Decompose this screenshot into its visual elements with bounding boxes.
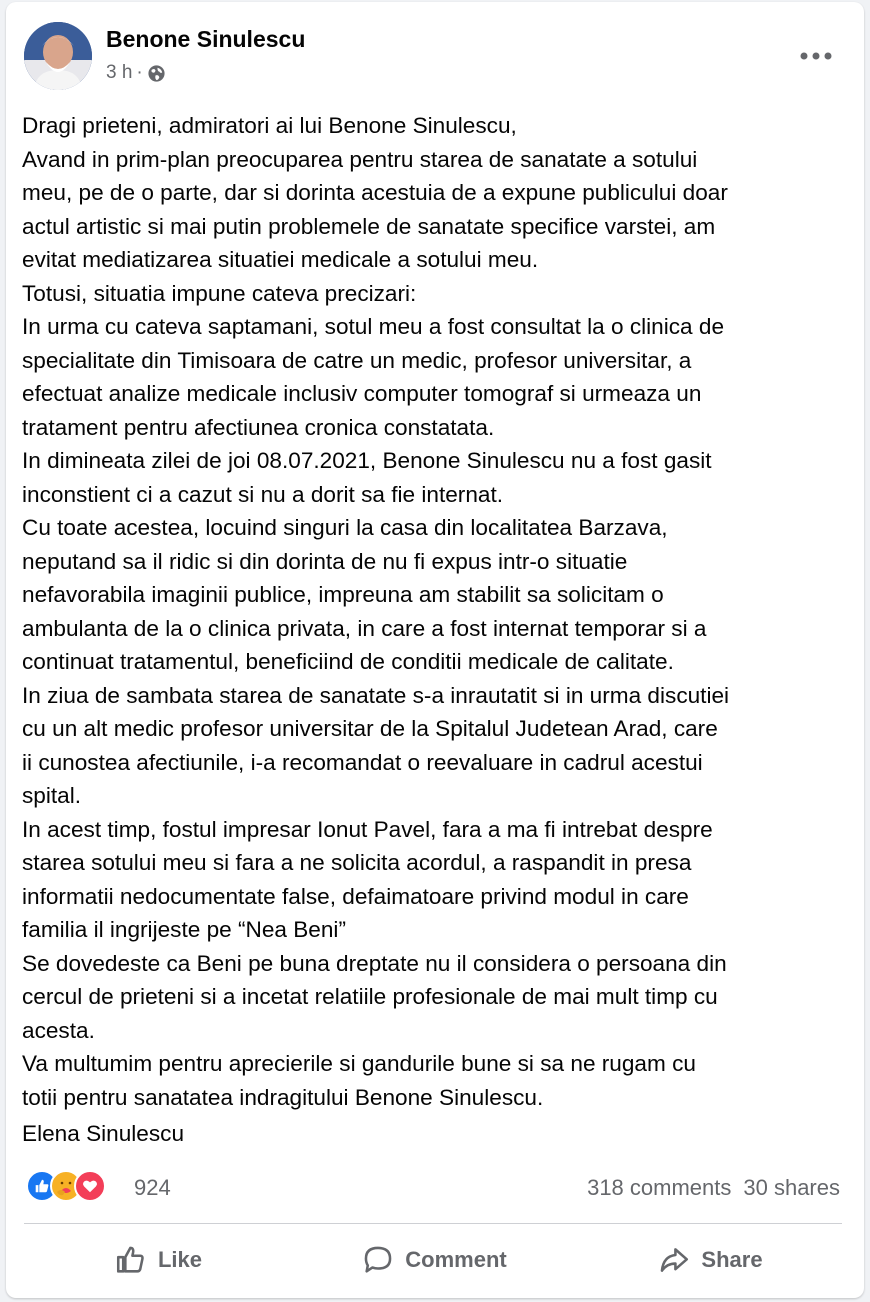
post-text-line: In ziua de sambata starea de sanatate s-a inrautatit si in urma discutiei: [22, 682, 730, 708]
post-text-line: evitat mediatizarea situatiei medicale a sotului meu.: [22, 247, 539, 272]
reaction-icons[interactable]: [26, 1170, 98, 1202]
post-text-line: ambulanta de la o clinica privata, in care a fost internat temporar si a: [22, 615, 707, 641]
like-button[interactable]: [20, 1232, 296, 1288]
post-text-line: In dimineata zilei de joi 08.07.2021, Benone Sinulescu nu a fost gasit: [22, 448, 712, 473]
post-text-line: meu, pe de o parte, dar si dorinta acestuia de a expune publicului doar: [22, 180, 728, 205]
reaction-count[interactable]: 924: [134, 1175, 171, 1200]
comment-icon: [361, 1243, 395, 1277]
post-text-line: continuat tratamentul, beneficiind de conditii medicale de calitate.: [22, 649, 674, 674]
post-text-line: efectuat analize medicale inclusiv computer tomograf si urmeaza un: [22, 381, 702, 406]
like-label: Like: [157, 1247, 203, 1272]
post-actions: [20, 1232, 848, 1288]
post-text-line: Cu toate acestea, locuind singuri la casa din localitatea Barzava,: [22, 515, 668, 540]
post-text-line: specialitate din Timisoara de catre un medic, profesor universitar, a: [22, 347, 692, 373]
post-text-line: Avand in prim-plan preocuparea pentru starea de sanatate a sotului: [22, 146, 698, 172]
post-text-line: Totusi, situatia impune cateva precizari:: [22, 280, 417, 306]
share-arrow-icon: [657, 1243, 691, 1277]
post-text-line: spital.: [22, 783, 82, 808]
post-text-line: In acest timp, fostul impresar Ionut Pavel, fara a ma fi intrebat despre: [22, 816, 713, 842]
comment-label: Comment: [405, 1247, 507, 1272]
post-text-line: ii cunostea afectiunile, i-a recomandat o reevaluare in cadrul acestui: [22, 749, 703, 775]
post-text-line: informatii nedocumentate false, defaimatoare privind modul in care: [22, 883, 689, 909]
post-text-line: totii pentru sanatatea indragitului Benone Sinulescu.: [22, 1084, 544, 1110]
post-meta: [106, 62, 166, 84]
post-text-line: familia il ingrijeste pe “Nea Beni”: [22, 917, 346, 942]
post-text-line: actul artistic si mai putin problemele de sanatate specifice varstei, am: [22, 213, 716, 239]
share-label: Share: [701, 1247, 763, 1272]
shares-count[interactable]: 30 shares: [743, 1175, 840, 1200]
thumbs-up-icon: [114, 1243, 148, 1277]
avatar-photo: [24, 22, 92, 90]
post-header: [6, 2, 864, 102]
post-card: [6, 2, 864, 1298]
post-text-line: Va multumim pentru aprecierile si gandurile bune si sa ne rugam cu: [22, 1051, 696, 1076]
post-text-line: tratament pentru afectiunea cronica constatata.: [22, 414, 495, 440]
engagement-bar: [6, 1162, 864, 1212]
post-text-line: In urma cu cateva saptamani, sotul meu a fost consultat la o clinica de: [22, 314, 725, 339]
comment-button[interactable]: [296, 1232, 572, 1288]
post-text-line: cercul de prieteni si a incetat relatiile profesionale de mai mult timp cu: [22, 984, 718, 1009]
post-text-line: Se dovedeste ca Beni pe buna dreptate nu il considera o persoana din: [22, 950, 727, 976]
author-avatar[interactable]: [24, 22, 92, 90]
post-text-line: Dragi prieteni, admiratori ai lui Benone Sinulescu,: [22, 113, 517, 138]
more-options-button[interactable]: [794, 38, 838, 74]
post-text-line: acesta.: [22, 1017, 95, 1043]
love-reaction-icon: [74, 1170, 106, 1202]
meta-separator: ·: [136, 62, 143, 83]
post-body: [22, 109, 852, 1114]
globe-icon[interactable]: [147, 64, 166, 83]
action-divider: [24, 1223, 842, 1224]
post-signature: Elena Sinulescu: [22, 1121, 185, 1146]
post-text-line: cu un alt medic profesor universitar de la Spitalul Judetean Arad, care: [22, 716, 718, 741]
share-button[interactable]: [572, 1232, 848, 1288]
post-text-line: neputand sa il ridic si din dorinta de nu fi expus intr-o situatie: [22, 548, 628, 574]
post-stats: [587, 1175, 840, 1201]
post-text-line: starea sotului meu si fara a ne solicita acordul, a raspandit in presa: [22, 850, 692, 875]
comments-count[interactable]: 318 comments: [587, 1175, 732, 1200]
more-options-icon: [800, 52, 832, 60]
post-text-line: nefavorabila imaginii publice, impreuna am stabilit sa solicitam o: [22, 582, 664, 607]
author-name[interactable]: Benone Sinulescu: [106, 26, 306, 52]
post-time[interactable]: 3 h: [106, 62, 133, 83]
post-text-line: inconstient ci a cazut si nu a dorit sa fie internat.: [22, 481, 503, 507]
